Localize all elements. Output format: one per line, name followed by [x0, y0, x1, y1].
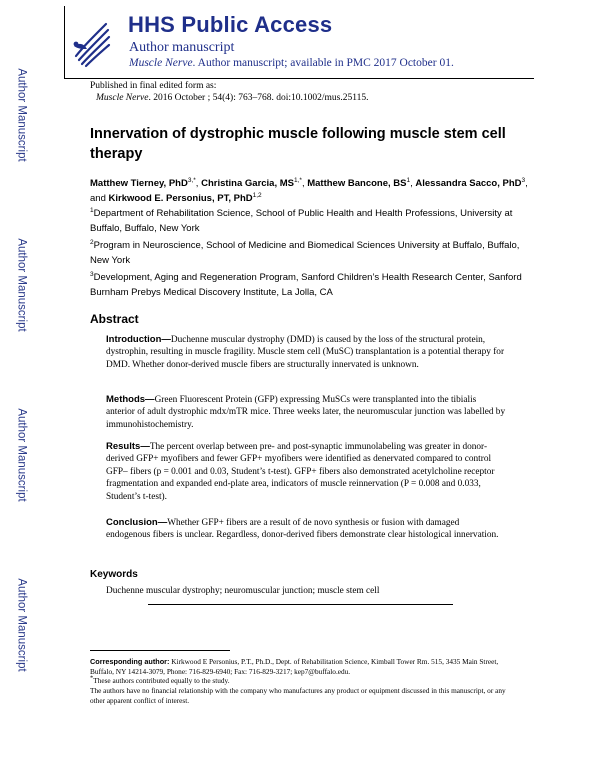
- author-list: [90, 176, 530, 206]
- methods-label: Methods—: [106, 394, 155, 405]
- author-name: Kirkwood E. Personius, PT, PhD: [108, 193, 253, 204]
- availability-line: [129, 57, 454, 69]
- affiliation-2: [90, 238, 530, 268]
- author-name: Matthew Tierney, PhD: [90, 178, 188, 189]
- journal-name: Muscle Nerve: [129, 57, 193, 69]
- abstract-introduction: [106, 334, 506, 371]
- conclusion-label: Conclusion—: [106, 517, 168, 528]
- citation-line: [90, 93, 368, 105]
- author-separator: ,: [410, 178, 416, 189]
- author-name: Christina Garcia, MS: [201, 178, 294, 189]
- article-title: Innervation of dystrophic muscle following muscle stem cell therapy: [90, 126, 506, 162]
- sidebar-author-manuscript-label: Author Manuscript: [16, 408, 29, 502]
- corresponding-text: Kirkwood E Personius, P.T., Ph.D., Dept. of Rehabilitation Science, Kimball Tower Rm. 515, 3435 Main Street, Buffalo, NY 14214-3079, Phone: 716-829-6940; Fax: 716-829-3217; kep7@buffalo.edu.: [90, 657, 499, 676]
- footnote-divider: [90, 650, 230, 651]
- author-name: Alessandra Sacco, PhD: [415, 178, 522, 189]
- affiliation-text: Department of Rehabilitation Science, School of Public Health and Health Professions, University at Buffalo, Buffalo, New York: [90, 208, 513, 234]
- author-manuscript-subtitle: Author manuscript: [129, 40, 235, 55]
- author-superscript: 1,*: [294, 176, 302, 184]
- keywords-heading: Keywords: [90, 569, 138, 580]
- corresponding-label: Corresponding author:: [90, 657, 170, 666]
- header-vertical-rule: [64, 6, 65, 78]
- disclosure-footnote: The authors have no financial relationship with the company who manufactures any product or equipment discussed in this manuscript, or any other apparent conflict of interest.: [90, 686, 506, 705]
- abstract-conclusion: [106, 517, 506, 542]
- abstract-results: [106, 441, 506, 503]
- introduction-text: Duchenne muscular dystrophy (DMD) is caused by the loss of the structural protein, dystrophin, resulting in muscle fragility. Muscle stem cell (MuSC) transplantation is a potential therapy for DMD. Whether donor-derived muscle fibers are structurally innervated is unknown.: [106, 335, 505, 370]
- publication-info: [90, 81, 368, 104]
- published-label: Published in final edited form as:: [90, 81, 217, 91]
- abstract-heading: Abstract: [90, 312, 139, 326]
- author-superscript: 3,*: [187, 176, 196, 184]
- corresponding-author-footnote: [90, 657, 510, 676]
- author-superscript: 1,2: [252, 191, 262, 199]
- hhs-public-access-title: HHS Public Access: [128, 12, 333, 37]
- hhs-eagle-logo-icon: [70, 16, 112, 68]
- author-superscript: 1: [406, 176, 411, 184]
- introduction-label: Introduction—: [106, 334, 171, 345]
- sidebar-author-manuscript-label: Author Manuscript: [16, 578, 29, 672]
- affiliation-number: 1: [90, 206, 94, 214]
- affiliation-text: Development, Aging and Regeneration Program, Sanford Children’s Health Research Center, Sanford Burnham Prebys Medical Discovery Institute, La Jolla, CA: [90, 272, 522, 298]
- header-horizontal-rule: [64, 78, 534, 79]
- equal-text: These authors contributed equally to the study.: [93, 676, 230, 685]
- sidebar-author-manuscript-label: Author Manuscript: [16, 68, 29, 162]
- results-label: Results—: [106, 441, 150, 452]
- results-text: The percent overlap between pre- and post-synaptic immunolabeling was greater in donor-derived GFP+ myofibers and fewer GFP+ myofibers were identified as denervated compared to control GFP– fibers (p = 0.001 and 0.03, Student’s t-test). GFP+ fibers also demonstrated acetylcholine receptor fragmentation and expanded end-plate area, indicators of muscle reinnervation (P = 0.008 and 0.033, Student’s t-test).: [106, 442, 495, 502]
- affiliation-3: [90, 270, 530, 300]
- affiliation-number: 3: [90, 270, 94, 278]
- citation-text: . 2016 October ; 54(4): 763–768. doi:10.1002/mus.25115.: [148, 92, 369, 103]
- affiliation-number: 2: [90, 238, 94, 246]
- author-separator: ,: [195, 178, 202, 189]
- methods-text: Green Fluorescent Protein (GFP) expressing MuSCs were transplanted into the tibialis anterior of adult dystrophic mdx/mTR mice. Three weeks later, the neuromuscular junction was labelled by immunohistochemistry.: [106, 395, 506, 430]
- equal-contribution-footnote: [90, 676, 510, 686]
- author-separator: ,: [301, 178, 308, 189]
- author-superscript: 3: [521, 176, 526, 184]
- author-name: Matthew Bancone, BS: [307, 178, 407, 189]
- sidebar-author-manuscript-label: Author Manuscript: [16, 238, 29, 332]
- citation-journal: Muscle Nerve: [96, 92, 149, 103]
- affiliation-1: [90, 206, 530, 236]
- conclusion-text: Whether GFP+ fibers are a result of de novo synthesis or fusion with damaged endogenous fibers is unclear. Regardless, donor-derived fibers demonstrate clear histological innervation.: [106, 518, 499, 541]
- author-separator: , and: [90, 178, 528, 204]
- abstract-methods: [106, 394, 506, 431]
- keywords-divider: [148, 604, 453, 605]
- availability-text: . Author manuscript; available in PMC 2017 October 01.: [192, 57, 454, 69]
- affiliation-text: Program in Neuroscience, School of Medicine and Biomedical Sciences University at Buffalo, Buffalo, New York: [90, 240, 520, 266]
- equal-mark: *: [90, 674, 94, 682]
- keywords-text: Duchenne muscular dystrophy; neuromuscular junction; muscle stem cell: [106, 586, 380, 596]
